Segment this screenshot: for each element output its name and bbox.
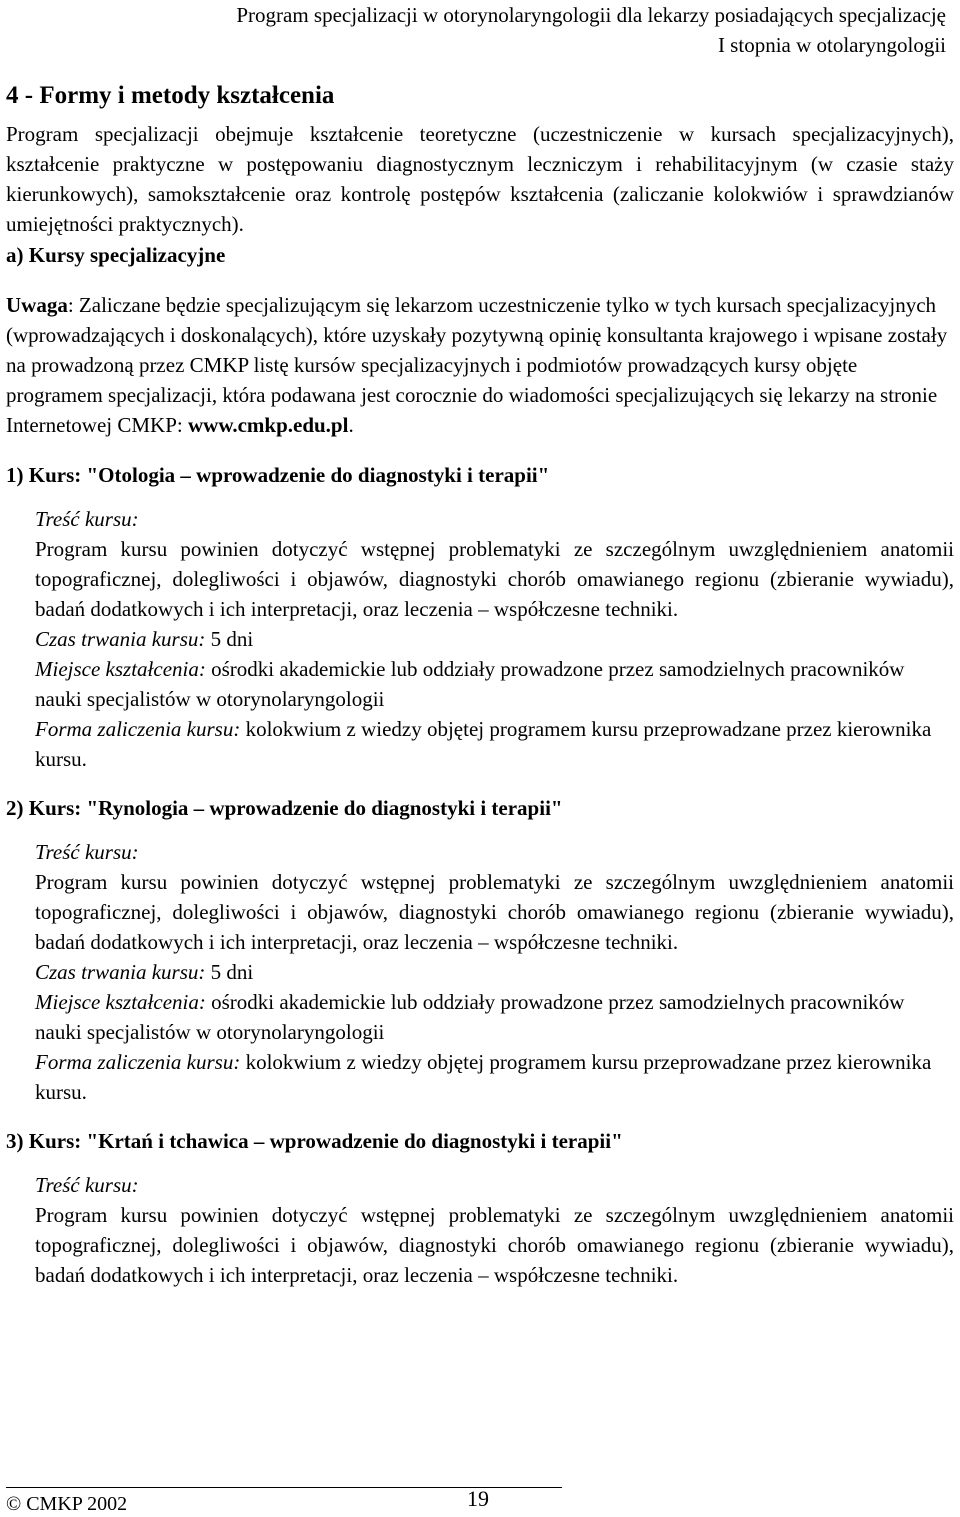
form-label: Forma zaliczenia kursu: <box>35 717 241 741</box>
duration-value: 5 dni <box>205 960 254 984</box>
note-paragraph <box>6 290 954 440</box>
duration-value: 5 dni <box>205 627 254 651</box>
page-content <box>6 78 954 1309</box>
course-body <box>6 504 954 774</box>
course-3 <box>6 1126 954 1290</box>
cmkp-link[interactable]: www.cmkp.edu.pl <box>187 413 349 437</box>
section-title: 4 - Formy i metody kształcenia <box>6 82 335 109</box>
place-value: ośrodki akademickie lub oddziały prowadzone przez samodzielnych pracowników nauki specjalistów w otorynolaryngologii <box>35 990 905 1044</box>
section-intro: Program specjalizacji obejmuje kształcenie teoretyczne (uczestniczenie w kursach specjalizacyjnych), kształcenie praktyczne w postępowaniu diagnostycznym leczniczym i rehabilitacyjnym (w czasie staży kierunkowych), samokształcenie oraz kontrolę postępów kształcenia (zaliczanie kolokwiów i sprawdzianów umiejętności praktycznych). <box>6 122 954 236</box>
duration-label: Czas trwania kursu: <box>35 627 206 651</box>
note-label: Uwaga <box>6 293 68 317</box>
note-period: . <box>348 413 354 437</box>
duration-label: Czas trwania kursu: <box>35 960 206 984</box>
footer-copyright: © CMKP 2002 <box>6 1493 128 1515</box>
duration-line <box>35 624 954 654</box>
content-label: Treść kursu: <box>35 840 139 864</box>
course-2 <box>6 793 954 1107</box>
form-label: Forma zaliczenia kursu: <box>35 1050 241 1074</box>
running-header-line-2: I stopnia w otolaryngologii <box>717 33 946 57</box>
duration-line <box>35 957 954 987</box>
note-text: : Zaliczane będzie specjalizującym się lekarzom uczestniczenie tylko w tych kursach specjalizacyjnych (wprowadzających i doskonalących), które uzyskały pozytywną opinię konsultanta krajowego i wpisane zostały na prowadzoną przez CMKP listę kursów specjalizacyjnych i podmiotów prowadzących kursy objęte programem specjalizacji, która podawana jest corocznie do wiadomości specjalizujących się lekarzy na stronie Internetowej CMKP: <box>6 293 948 437</box>
place-line <box>35 654 954 714</box>
course-title: 3) Kurs: "Krtań i tchawica – wprowadzenie do diagnostyki i terapii" <box>6 1129 623 1153</box>
course-title: 2) Kurs: "Rynologia – wprowadzenie do diagnostyki i terapii" <box>6 796 563 820</box>
course-description: Program kursu powinien dotyczyć wstępnej problematyki ze szczególnym uwzględnieniem anatomii topograficznej, dolegliwości i objawów, diagnostyki chorób omawianego regionu (zbieranie wywiadu), badań dodatkowych i ich interpretacji, oraz leczenia – współczesne techniki. <box>35 537 954 621</box>
course-body <box>6 1170 954 1290</box>
place-label: Miejsce kształcenia: <box>35 657 206 681</box>
course-description: Program kursu powinien dotyczyć wstępnej problematyki ze szczególnym uwzględnieniem anatomii topograficznej, dolegliwości i objawów, diagnostyki chorób omawianego regionu (zbieranie wywiadu), badań dodatkowych i ich interpretacji, oraz leczenia – współczesne techniki. <box>35 1203 954 1287</box>
course-1 <box>6 460 954 774</box>
content-label: Treść kursu: <box>35 1173 139 1197</box>
course-description: Program kursu powinien dotyczyć wstępnej problematyki ze szczególnym uwzględnieniem anatomii topograficznej, dolegliwości i objawów, diagnostyki chorób omawianego regionu (zbieranie wywiadu), badań dodatkowych i ich interpretacji, oraz leczenia – współczesne techniki. <box>35 870 954 954</box>
place-line <box>35 987 954 1047</box>
page-number: 19 <box>467 1486 489 1511</box>
subheading-courses: a) Kursy specjalizacyjne <box>6 243 226 267</box>
course-body <box>6 837 954 1107</box>
running-header <box>236 0 946 60</box>
form-value: kolokwium z wiedzy objętej programem kursu przeprowadzane przez kierownika kursu. <box>35 717 932 771</box>
place-label: Miejsce kształcenia: <box>35 990 206 1014</box>
form-line <box>35 1047 954 1107</box>
form-line <box>35 714 954 774</box>
form-value: kolokwium z wiedzy objętej programem kursu przeprowadzane przez kierownika kursu. <box>35 1050 932 1104</box>
content-label: Treść kursu: <box>35 507 139 531</box>
course-title: 1) Kurs: "Otologia – wprowadzenie do diagnostyki i terapii" <box>6 463 550 487</box>
place-value: ośrodki akademickie lub oddziały prowadzone przez samodzielnych pracowników nauki specjalistów w otorynolaryngologii <box>35 657 905 711</box>
running-header-line-1: Program specjalizacji w otorynolaryngologii dla lekarzy posiadających specjalizację <box>236 3 946 27</box>
